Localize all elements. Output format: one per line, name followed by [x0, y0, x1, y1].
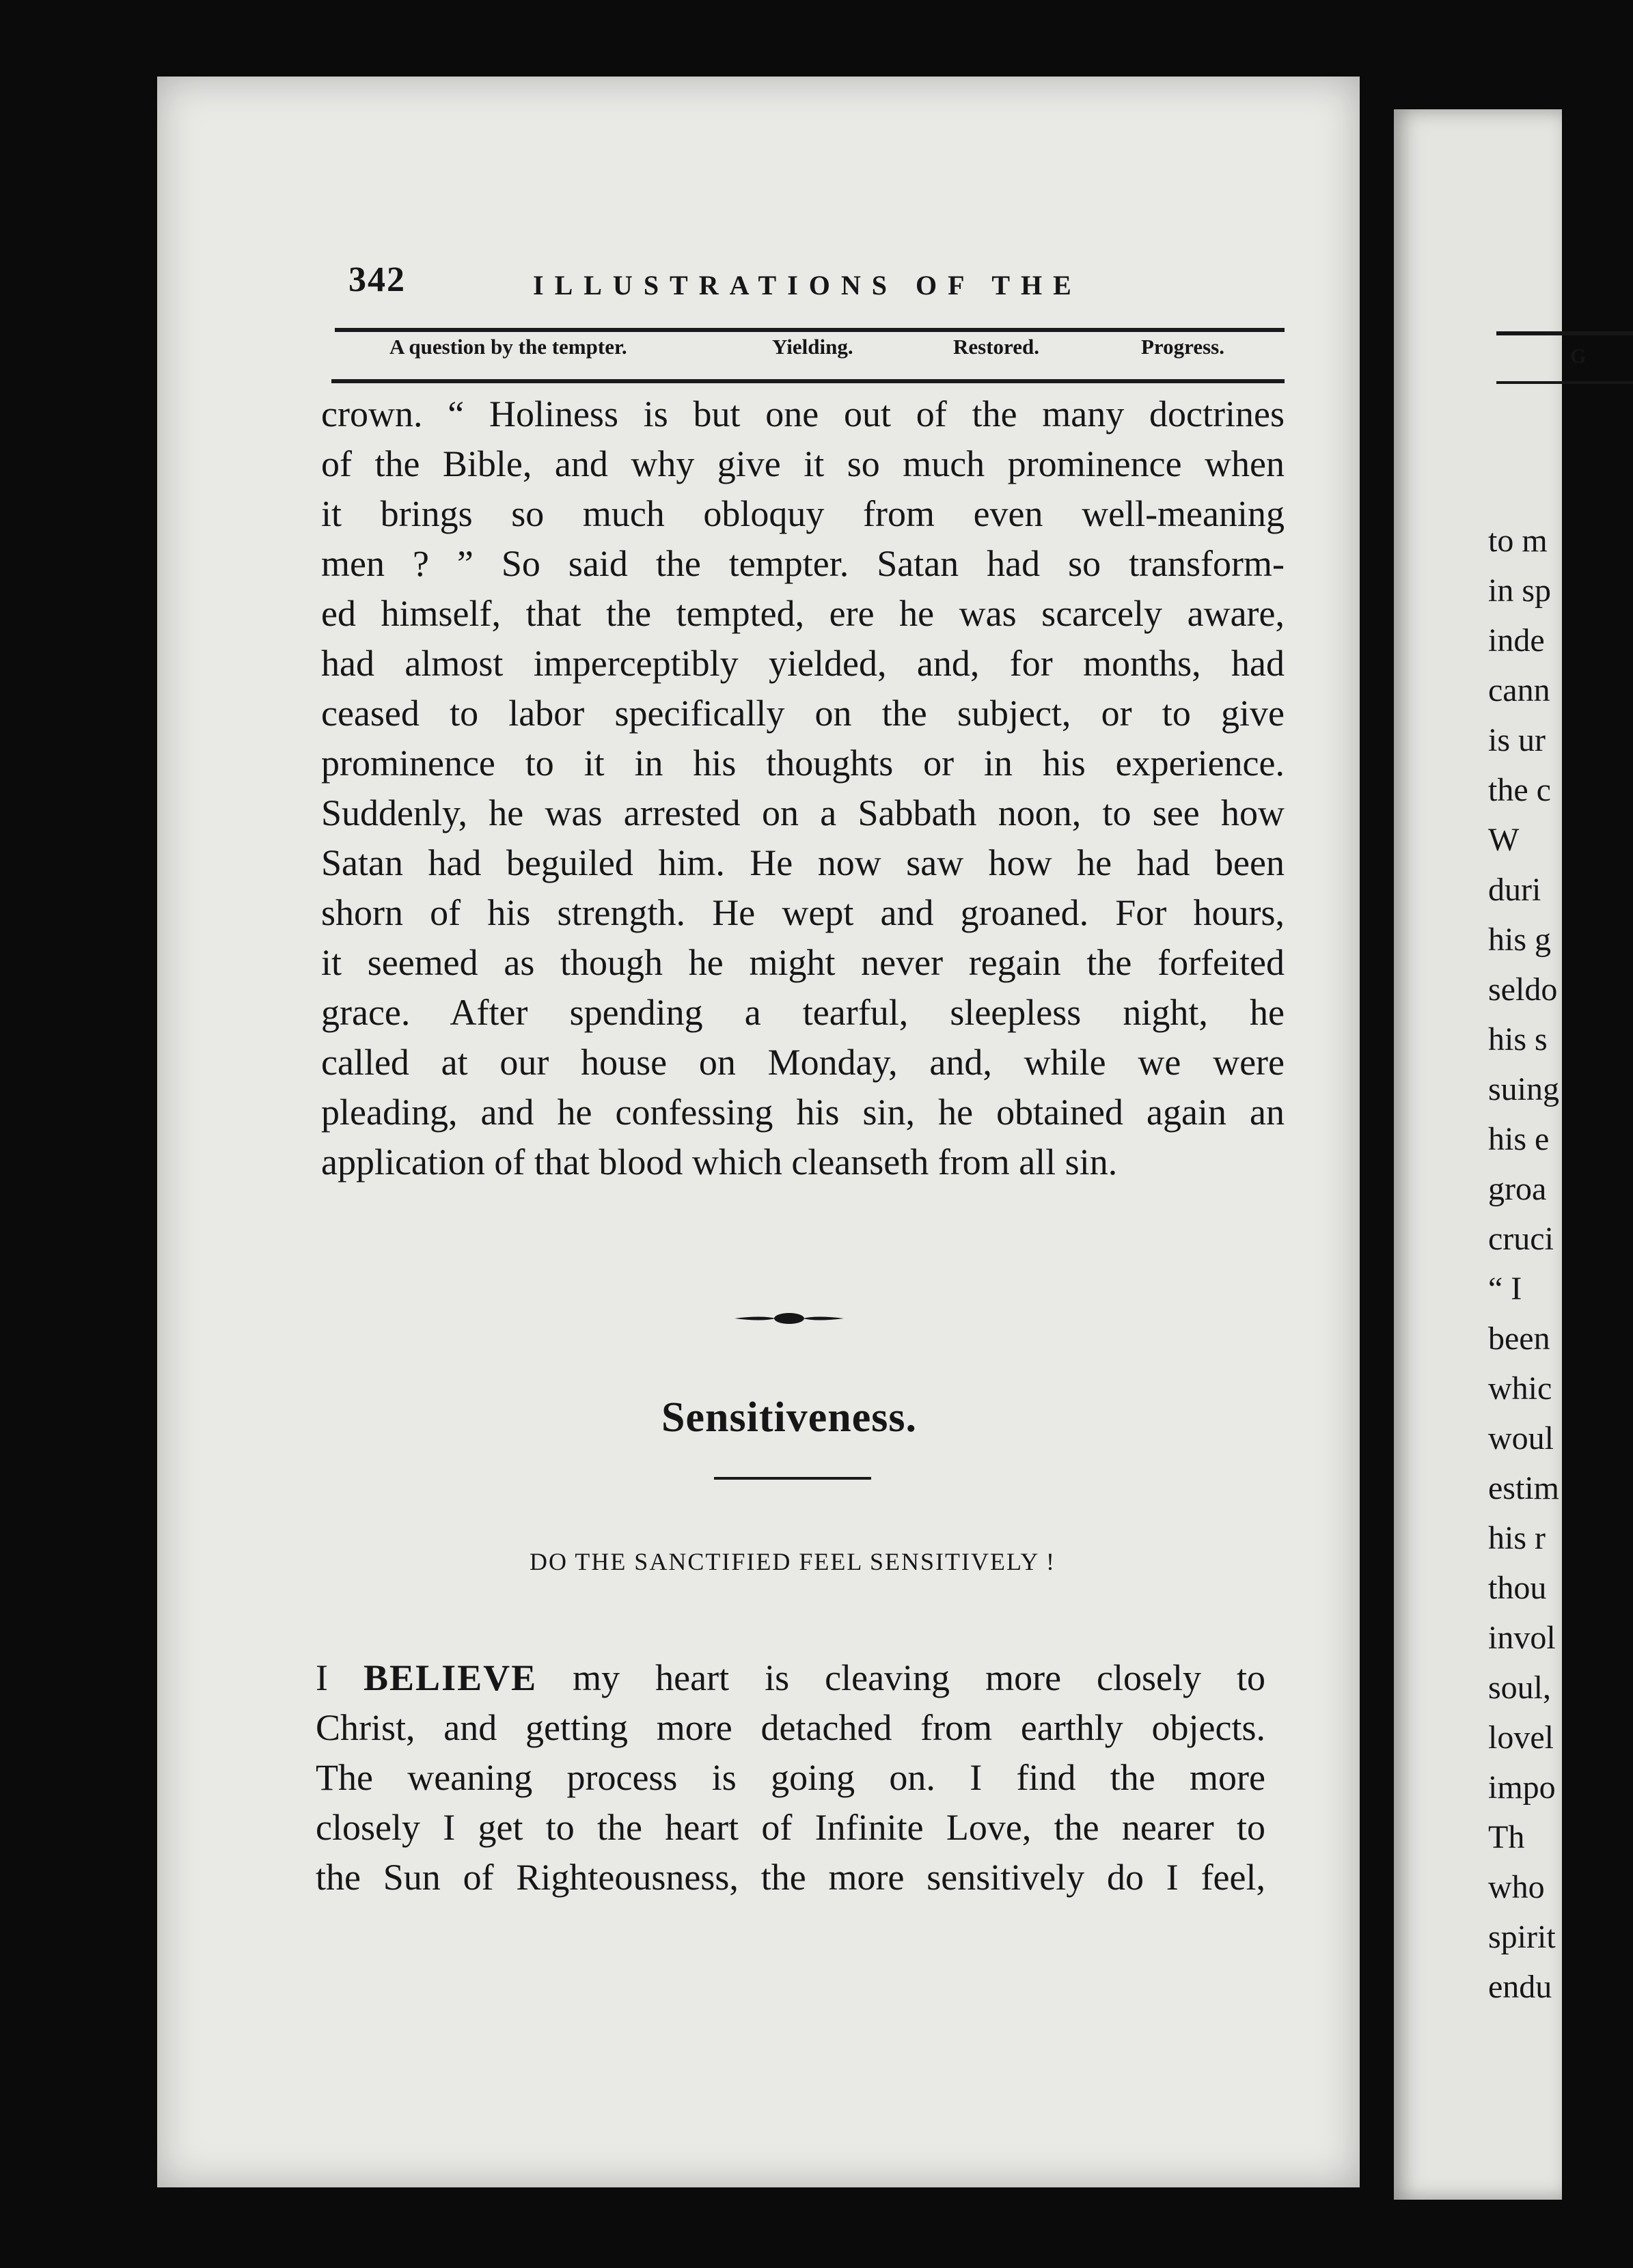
paragraph-1-line: it seemed as though he might never regain the forfeited: [321, 942, 1285, 983]
paragraph-1-line: application of that blood which cleanseth from all sin.: [321, 1142, 1118, 1183]
paragraph-2-line: The weaning process is going on. I find the more: [316, 1757, 1265, 1798]
facing-page-line: soul,: [1488, 1670, 1552, 1706]
running-title: ILLUSTRATIONS OF THE: [533, 270, 1082, 301]
facing-page-line: woul: [1488, 1420, 1554, 1456]
facing-page-line: W: [1488, 822, 1520, 858]
facing-page-line: impo: [1488, 1769, 1556, 1806]
paragraph-1: [321, 389, 1285, 1187]
paragraph-1-line: had almost imperceptibly yielded, and, for months, had: [321, 643, 1285, 684]
subhead-question: A question by the tempter.: [389, 335, 627, 359]
paragraph-1-line: of the Bible, and why give it so much prominence when: [321, 443, 1285, 484]
paragraph-2-line: closely I get to the heart of Infinite Love, the nearer to: [316, 1807, 1265, 1848]
facing-page-line: groa: [1488, 1171, 1547, 1207]
paragraph-1-line: shorn of his strength. He wept and groaned. For hours,: [321, 892, 1285, 933]
facing-page-line: is ur: [1488, 722, 1546, 758]
facing-page-line: his g: [1488, 922, 1552, 958]
paragraph-2-line: the Sun of Righteousness, the more sensitively do I feel,: [316, 1857, 1265, 1898]
paragraph-1-line: pleading, and he confessing his sin, he obtained again an: [321, 1092, 1285, 1133]
facing-page-line: Th: [1488, 1819, 1525, 1855]
section-title: Sensitiveness.: [661, 1394, 917, 1441]
paragraph-1-line: ed himself, that the tempted, ere he was scarcely aware,: [321, 593, 1285, 634]
section-question: DO THE SANCTIFIED FEEL SENSITIVELY !: [529, 1548, 1056, 1575]
paragraph-1-line: ceased to labor specifically on the subject, or to give: [321, 693, 1285, 734]
facing-page-line: duri: [1488, 872, 1541, 908]
paragraph-2-smallcaps: BELIEVE: [363, 1657, 538, 1698]
facing-page-line: to m: [1488, 523, 1548, 559]
facing-page-line: inde: [1488, 622, 1545, 659]
facing-page-line: his r: [1488, 1520, 1546, 1556]
paragraph-2-first-line-rest: my heart is cleaving more closely to: [573, 1657, 1266, 1698]
paragraph-1-line: it brings so much obloquy from even well-meaning: [321, 493, 1285, 534]
facing-page-line: in sp: [1488, 572, 1552, 609]
facing-page-line: cann: [1488, 672, 1550, 708]
paragraph-2-dropword: I: [316, 1657, 328, 1698]
paragraph-1-line: called at our house on Monday, and, while we were: [321, 1042, 1285, 1083]
facing-page-line: endu: [1488, 1969, 1552, 2005]
facing-page-line: suing: [1488, 1071, 1560, 1107]
paragraph-2-line: [316, 1653, 1265, 1703]
facing-page-line: “ I: [1488, 1271, 1522, 1307]
facing-page-line: who: [1488, 1869, 1545, 1905]
paragraph-1-line: crown. “ Holiness is but one out of the many doctrines: [321, 393, 1285, 434]
facing-page: [1394, 109, 1587, 2200]
facing-page-line: cruci: [1488, 1221, 1554, 1257]
section-title-rule: [714, 1477, 871, 1480]
subhead-progress: Progress.: [1141, 335, 1224, 359]
facing-page-line: spirit: [1488, 1919, 1556, 1955]
paragraph-1-line: Satan had beguiled him. He now saw how he had been: [321, 842, 1285, 883]
paragraph-1-line: grace. After spending a tearful, sleepless night, he: [321, 992, 1285, 1033]
facing-page-line: been: [1488, 1320, 1550, 1357]
paragraph-1-line: Suddenly, he was arrested on a Sabbath noon, to see how: [321, 792, 1285, 833]
facing-subheader-rule: [1496, 381, 1633, 384]
facing-header-fragment: G: [1570, 345, 1587, 368]
subhead-restored: Restored.: [953, 335, 1039, 359]
subhead-yielding: Yielding.: [772, 335, 853, 359]
section-subheads: [389, 335, 1237, 362]
paragraph-1-line: prominence to it in his thoughts or in his experience.: [321, 743, 1285, 784]
header-rule-top: [335, 328, 1285, 332]
facing-page-line: invol: [1488, 1620, 1556, 1656]
paragraph-2-line: Christ, and getting more detached from earthly objects.: [316, 1707, 1265, 1748]
facing-page-line: his e: [1488, 1121, 1550, 1157]
facing-page-line: lovel: [1488, 1719, 1554, 1756]
ornament-divider: [735, 1308, 844, 1329]
facing-page-line: his s: [1488, 1021, 1548, 1057]
facing-page-line: thou: [1488, 1570, 1547, 1606]
facing-page-line: the c: [1488, 772, 1551, 808]
facing-page-line: whic: [1488, 1370, 1552, 1407]
facing-header-rule: [1496, 331, 1633, 335]
header-rule-bottom: [331, 379, 1285, 383]
facing-page-line: estim: [1488, 1470, 1559, 1506]
paragraph-2: [316, 1653, 1265, 1903]
page-number: 342: [348, 260, 406, 299]
facing-page-line: seldo: [1488, 971, 1558, 1008]
paragraph-1-line: men ? ” So said the tempter. Satan had so transform-: [321, 543, 1285, 584]
